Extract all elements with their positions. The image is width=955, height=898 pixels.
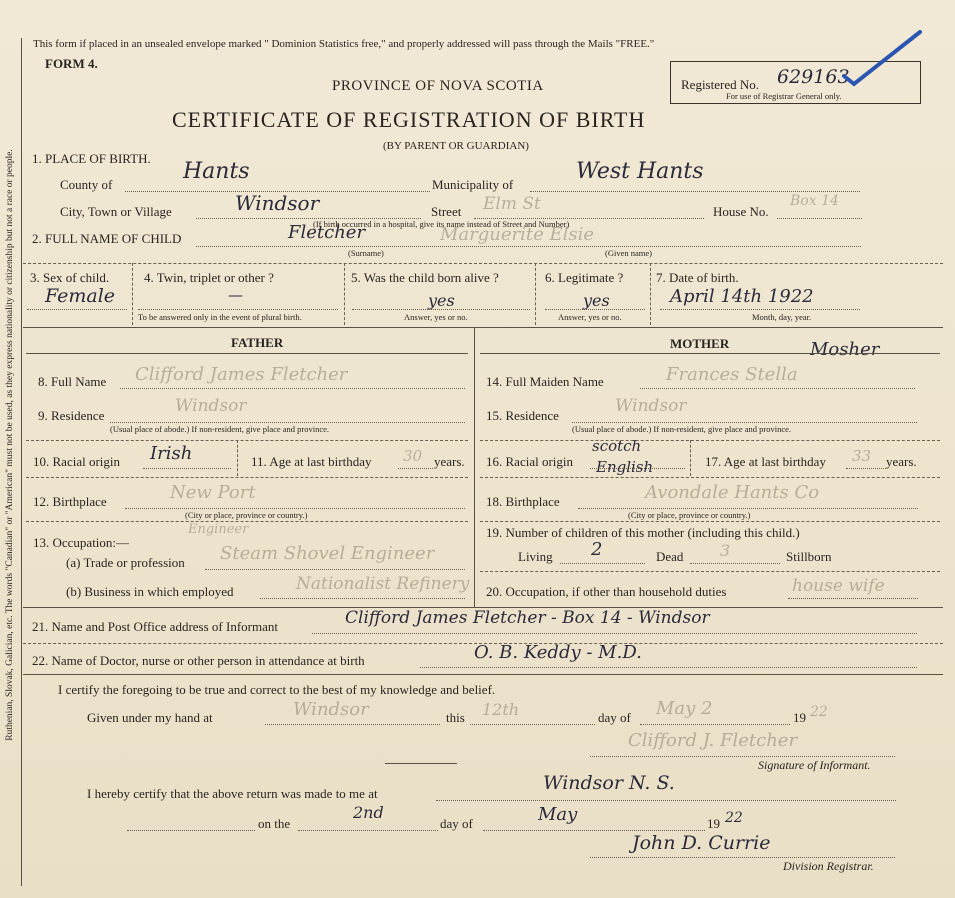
surname-note: (Surname) <box>348 248 384 258</box>
father-residence-note: (Usual place of abode.) If non-resident, give place and province. <box>110 424 330 434</box>
day-of-label-2: day of <box>440 816 473 831</box>
father-name-label: 8. Full Name <box>38 374 107 389</box>
house-value: Box 14 <box>790 193 839 209</box>
registered-label: Registered No. <box>681 77 759 92</box>
given-name-note: (Given name) <box>605 248 652 258</box>
year-value: 22 <box>810 704 828 720</box>
municipality-label: Municipality of <box>432 177 514 192</box>
row-divider <box>23 263 943 264</box>
child-name-label: 2. FULL NAME OF CHILD <box>32 231 182 246</box>
on-day-line <box>298 830 438 831</box>
father-age-divider <box>237 440 238 476</box>
alive-label: 5. Was the child born alive ? <box>351 270 499 285</box>
registrar-line <box>590 857 895 858</box>
sex-label: 3. Sex of child. <box>30 270 110 285</box>
occupation-label: 13. Occupation:— <box>33 535 130 550</box>
father-racial-value: Irish <box>150 443 193 464</box>
certificate-subtitle: (BY PARENT OR GUARDIAN) <box>383 140 529 152</box>
check-mark-icon <box>840 28 930 88</box>
mother-surname-note: Mosher <box>810 339 880 360</box>
mother-occupation-value: house wife <box>792 576 885 596</box>
legitimate-line <box>545 309 645 310</box>
mother-residence-label: 15. Residence <box>486 408 559 423</box>
month-value: May 2 <box>656 698 713 719</box>
father-birthplace-line <box>125 508 465 509</box>
father-birthplace-note: (City or place, province or country.) <box>185 510 308 520</box>
business-label: (b) Business in which employed <box>66 584 234 599</box>
registrar-note: For use of Registrar General only. <box>726 91 842 101</box>
mail-note: This form if placed in an unsealed envelope marked " Dominion Statistics free," and properly addressed will pass through the Mails "FREE." <box>33 38 655 50</box>
mother-racial-top: scotch <box>592 437 642 455</box>
column-divider <box>132 263 133 325</box>
year-prefix: 19 <box>793 710 806 725</box>
mother-row-divider <box>480 440 940 441</box>
parents-top-line <box>23 327 943 328</box>
sex-line <box>27 309 127 310</box>
dead-value: 3 <box>720 541 731 560</box>
place-of-birth-label: 1. PLACE OF BIRTH. <box>32 151 151 166</box>
birth-date-value: April 14th 1922 <box>670 286 814 307</box>
mother-row-divider <box>480 477 940 478</box>
stillborn-label: Stillborn <box>786 549 832 564</box>
twin-note: To be answered only in the event of plural birth. <box>138 312 302 322</box>
father-years-label: years. <box>434 454 465 469</box>
legitimate-label: 6. Legitimate ? <box>545 270 624 285</box>
day-of-label: day of <box>598 710 631 725</box>
mother-age-value: 33 <box>852 447 872 465</box>
signature-caption: Signature of Informant. <box>758 758 871 772</box>
parents-divider <box>474 327 475 607</box>
informant-label: 21. Name and Post Office address of Informant <box>32 619 278 634</box>
year2-value: 22 <box>725 810 743 826</box>
mother-residence-value: Windsor <box>615 396 687 416</box>
mother-heading: MOTHER <box>670 336 730 351</box>
legitimate-value: yes <box>583 291 610 310</box>
dead-line <box>690 563 780 564</box>
living-line <box>560 563 645 564</box>
doctor-line <box>420 667 917 668</box>
twin-line <box>138 309 338 310</box>
column-divider <box>650 263 651 325</box>
father-residence-label: 9. Residence <box>38 408 105 423</box>
side-note: Ruthenian, Slovak, Galician, etc. The words "Canadian" or "American" must not be used, as they express nationality or citizenship but not a race or people. <box>5 149 15 741</box>
this-value: 12th <box>482 700 520 719</box>
father-age-label: 11. Age at last birthday <box>251 454 372 469</box>
doctor-value: O. B. Keddy - M.D. <box>474 642 642 663</box>
father-residence-line <box>110 422 465 423</box>
birth-date-line <box>660 309 860 310</box>
father-racial-label: 10. Racial origin <box>33 454 121 469</box>
certificate-title: CERTIFICATE OF REGISTRATION OF BIRTH <box>172 107 646 132</box>
alive-value: yes <box>428 291 455 310</box>
father-age-value: 30 <box>403 447 423 465</box>
father-name-value: Clifford James Fletcher <box>135 364 348 385</box>
living-label: Living <box>518 549 553 564</box>
year2-prefix: 19 <box>707 816 720 831</box>
on-day-value: 2nd <box>353 803 384 822</box>
father-row-divider <box>26 440 468 441</box>
form-number: FORM 4. <box>45 56 98 71</box>
father-birthplace-label: 12. Birthplace <box>33 494 107 509</box>
this-label: this <box>446 710 465 725</box>
certify-text: I certify the foregoing to be true and correct to the best of my knowledge and belief. <box>58 682 496 697</box>
given-under-label: Given under my hand at <box>87 710 213 725</box>
month-line <box>640 724 790 725</box>
occupation-top-value: Engineer <box>188 522 249 537</box>
registrar-signature: John D. Currie <box>632 832 771 854</box>
column-divider <box>535 263 536 325</box>
return-place-line <box>436 800 896 801</box>
left-border <box>21 38 22 886</box>
house-label: House No. <box>713 204 769 219</box>
living-value: 2 <box>591 539 603 560</box>
trade-line <box>205 569 465 570</box>
legitimate-note: Answer, yes or no. <box>558 312 622 322</box>
mother-years-label: years. <box>886 454 917 469</box>
alive-line <box>352 309 530 310</box>
mother-age-label: 17. Age at last birthday <box>705 454 826 469</box>
given-place-value: Windsor <box>293 699 369 720</box>
dead-label: Dead <box>656 549 684 564</box>
given-place-line <box>265 724 440 725</box>
twin-label: 4. Twin, triplet or other ? <box>144 270 274 285</box>
street-value: Elm St <box>483 194 541 214</box>
county-value: Hants <box>183 159 250 184</box>
city-label: City, Town or Village <box>60 204 172 219</box>
doctor-label: 22. Name of Doctor, nurse or other person in attendance at birth <box>32 653 365 668</box>
child-given-name: Marguerite Elsie <box>440 224 595 245</box>
certify-separator <box>385 763 457 764</box>
mother-residence-line <box>572 422 917 423</box>
return-place-value: Windsor N. S. <box>543 772 675 794</box>
informant-value: Clifford James Fletcher - Box 14 - Windsor <box>345 608 710 628</box>
month2-value: May <box>538 804 578 825</box>
mother-residence-note: (Usual place of abode.) If non-resident, give place and province. <box>572 424 792 434</box>
father-heading: FATHER <box>231 335 284 350</box>
trade-value: Steam Shovel Engineer <box>220 543 435 564</box>
mother-birthplace-label: 18. Birthplace <box>486 494 560 509</box>
mother-age-line <box>846 468 886 469</box>
mother-row-divider <box>480 571 940 572</box>
municipality-value: West Hants <box>576 159 704 184</box>
registered-number: 629163 <box>777 66 850 88</box>
father-row-divider <box>26 477 468 478</box>
mother-racial-label: 16. Racial origin <box>486 454 574 469</box>
father-heading-line <box>26 353 468 354</box>
return-label: I hereby certify that the above return was made to me at <box>87 786 378 801</box>
on-the-leading-line <box>127 830 255 831</box>
birth-date-note: Month, day, year. <box>752 312 812 322</box>
registrar-caption: Division Registrar. <box>783 859 874 873</box>
city-value: Windsor <box>235 191 320 215</box>
mother-racial-value: English <box>596 458 654 476</box>
province-heading: PROVINCE OF NOVA SCOTIA <box>332 78 544 94</box>
maiden-name-label: 14. Full Maiden Name <box>486 374 604 389</box>
father-age-line <box>398 468 433 469</box>
mother-heading-line <box>480 353 940 354</box>
father-residence-value: Windsor <box>175 396 247 416</box>
mother-birthplace-line <box>578 508 918 509</box>
informant-line <box>312 633 917 634</box>
informant-signature: Clifford J. Fletcher <box>628 730 798 751</box>
mother-birthplace-note: (City or place, province or country.) <box>628 510 751 520</box>
mother-occupation-label: 20. Occupation, if other than household duties <box>486 584 727 599</box>
child-surname: Fletcher <box>288 222 366 243</box>
father-racial-line <box>143 468 231 469</box>
this-line <box>470 724 595 725</box>
signature-line <box>590 756 895 757</box>
children-count-label: 19. Number of children of this mother (including this child.) <box>486 525 800 540</box>
month2-line <box>483 830 705 831</box>
twin-value: — <box>228 286 243 304</box>
maiden-name-line <box>640 388 915 389</box>
maiden-name-value: Frances Stella <box>666 364 798 385</box>
column-divider <box>344 263 345 325</box>
county-label: County of <box>60 177 113 192</box>
child-name-line <box>196 246 861 247</box>
sex-value: Female <box>45 285 116 307</box>
mother-age-divider <box>690 440 691 476</box>
business-value: Nationalist Refinery <box>296 574 470 594</box>
hospital-note: (If birth occurred in a hospital, give its name instead of Street and Number) <box>313 219 570 229</box>
father-name-line <box>120 388 465 389</box>
business-line <box>260 598 465 599</box>
mother-row-divider <box>480 521 940 522</box>
house-line <box>777 218 862 219</box>
trade-label: (a) Trade or profession <box>66 555 185 570</box>
certify-top-line <box>23 674 943 675</box>
on-the-label: on the <box>258 816 291 831</box>
municipality-line <box>530 191 860 192</box>
street-label: Street <box>431 204 462 219</box>
mother-occupation-line <box>788 598 918 599</box>
father-birthplace-value: New Port <box>170 482 256 503</box>
alive-note: Answer, yes or no. <box>404 312 468 322</box>
mother-birthplace-value: Avondale Hants Co <box>645 482 820 503</box>
birth-date-label: 7. Date of birth. <box>656 270 739 285</box>
